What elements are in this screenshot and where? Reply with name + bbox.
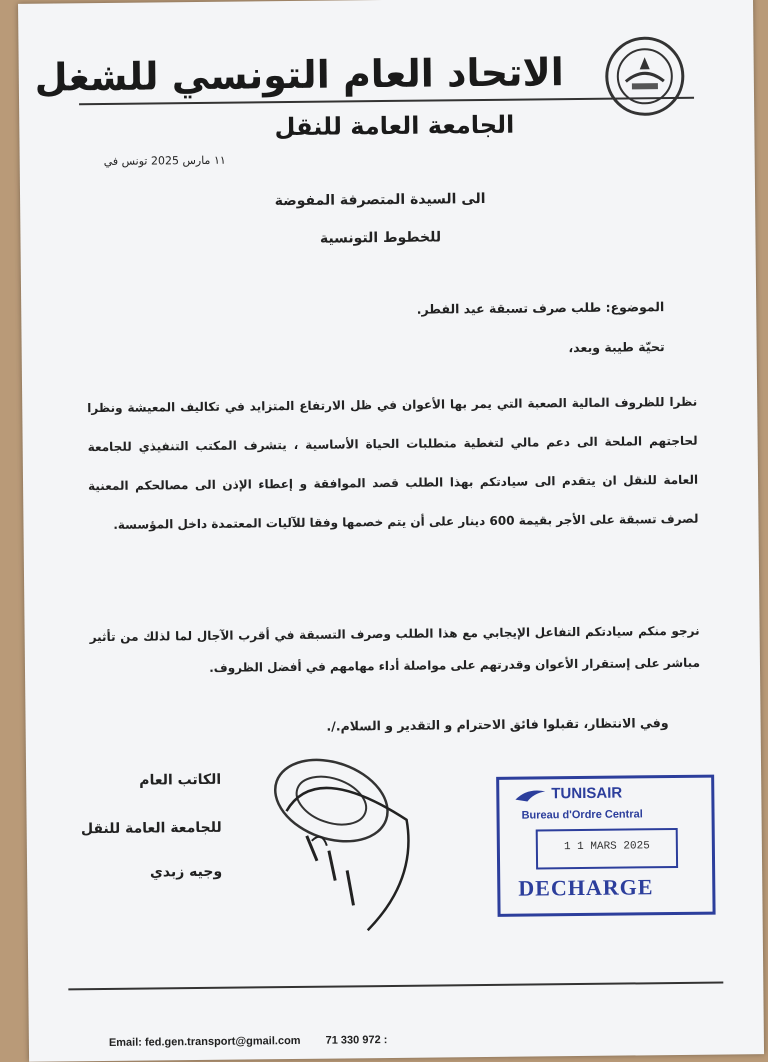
body-paragraph-1: نظرا للظروف المالية الصعبة التي يمر بها الأعوان في ظل الارتفاع المتزايد في تكاليف المعيشة ونظرا لحاجتهم الملحة الى دعم مالي لتغطية متطلبات الحياة الأساسية ، يتشرف المكتب التنفيذي للجامعة العامة للنقل ان يتقدم الى سيادتكم بهذا الطلب قصد الموافقة و إعطاء الإذن الى مصالحكم المعنية لصرف تسبقة على الأجر بقيمة 600 دينار على أن يتم خصمها وفقا للآليات المعتمدة داخل المؤسسة. bbox=[87, 394, 699, 532]
signatory-title: الكاتب العام bbox=[139, 771, 222, 789]
signatory-org: للجامعة العامة للنقل bbox=[80, 819, 222, 838]
footer-email: Email: fed.gen.transport@gmail.com bbox=[108, 1034, 301, 1049]
stamp-office: Bureau d'Ordre Central bbox=[521, 808, 643, 822]
letter-page bbox=[18, 0, 764, 1062]
addressee-line-1: الى السيدة المتصرفة المفوضة bbox=[274, 190, 486, 210]
ugtt-logo-icon bbox=[603, 35, 686, 118]
date-line bbox=[98, 154, 226, 168]
federation-name: الجامعة العامة للنقل bbox=[274, 110, 515, 142]
addressee-line-2: للخطوط التونسية bbox=[319, 229, 442, 247]
letter-subject: الموضوع: طلب صرف تسبقة عيد الفطر. bbox=[416, 299, 665, 317]
letter-greeting: تحيّة طيبة وبعد، bbox=[568, 339, 665, 356]
union-stamp-signature bbox=[256, 740, 423, 942]
signatory-name: وجيه زبدي bbox=[149, 863, 223, 881]
stamp-airline: TUNISAIR bbox=[551, 784, 623, 803]
body-paragraph-2: نرجو منكم سيادتكم التفاعل الإيجابي مع هذا الطلب وصرف التسبقة في أقرب الآجال لما لذلك من تأثير مباشر على إستقرار الأعوان وقدرتهم على مواصلة أداء مهامهم في أفضل الظروف. bbox=[89, 623, 701, 675]
footer-phone: 71 330 972 : bbox=[325, 1034, 388, 1047]
tunisair-bird-icon bbox=[513, 785, 547, 803]
stamp-date-box bbox=[536, 828, 678, 869]
organization-name: الاتحاد العام التونسي للشغل bbox=[34, 50, 564, 100]
stamp-date: 1 1 MARS 2025 bbox=[563, 840, 650, 854]
footer-divider bbox=[68, 982, 723, 991]
footer-contact bbox=[109, 1034, 410, 1049]
closing-line: وفي الانتظار، تقبلوا فائق الاحترام و التقدير و السلام./. bbox=[326, 715, 669, 734]
stamp-label: DECHARGE bbox=[518, 874, 654, 901]
tunisair-received-stamp bbox=[496, 775, 715, 917]
letter-city: تونس في bbox=[103, 154, 148, 168]
letter-date: ١١ مارس 2025 bbox=[150, 153, 226, 168]
